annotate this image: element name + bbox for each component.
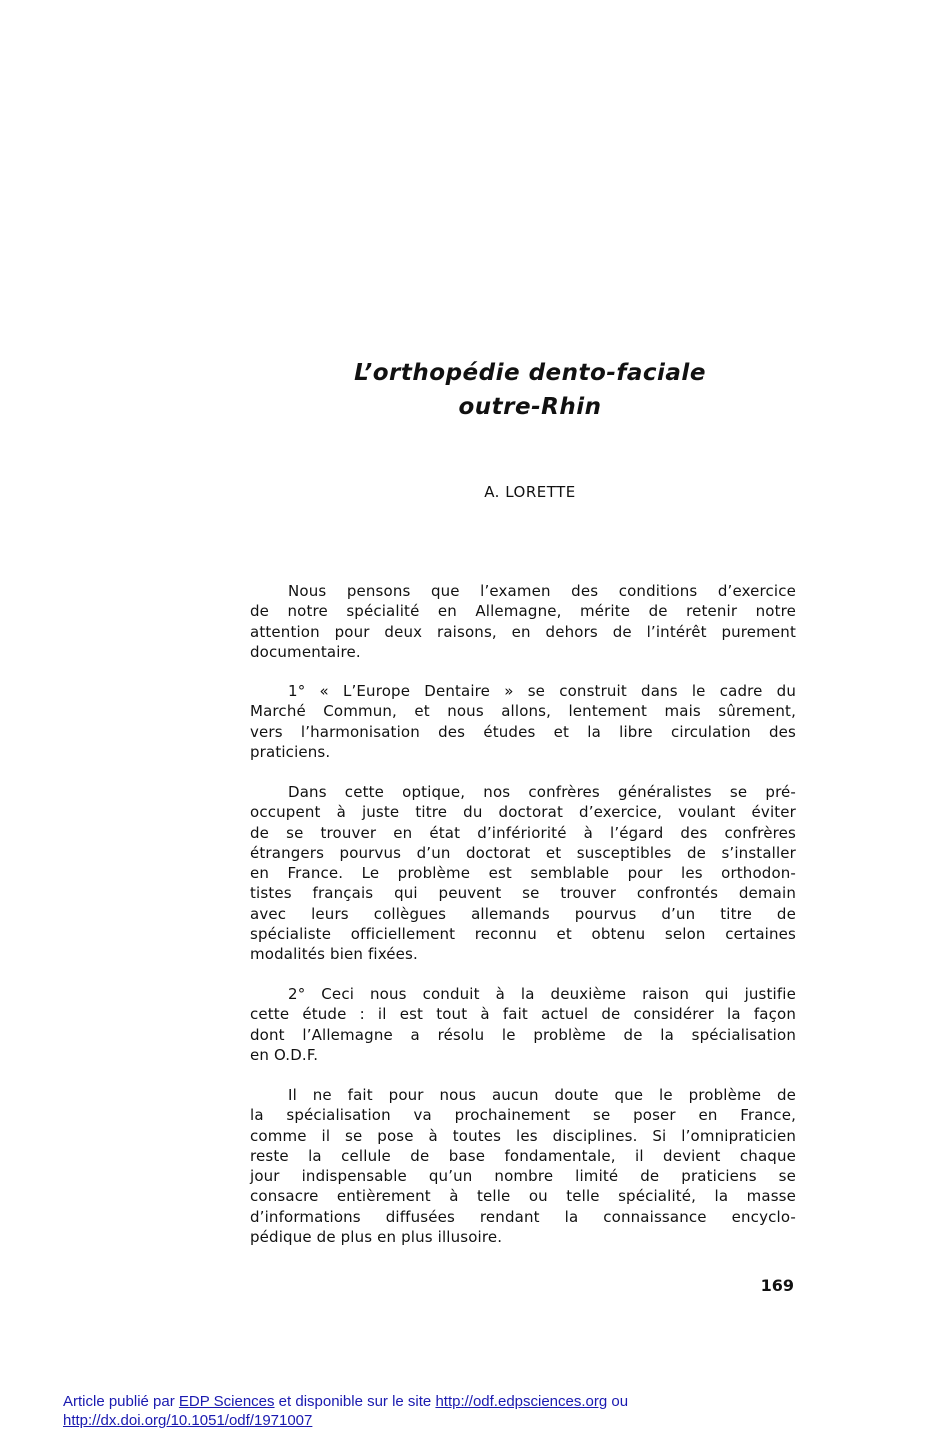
site-link[interactable]: http://odf.edpsciences.org bbox=[435, 1393, 608, 1410]
paragraph-line: avec leurs collègues allemands pourvus d’un titre de bbox=[250, 904, 796, 923]
paragraph-line: spécialiste officiellement reconnu et obtenu selon certaines bbox=[250, 925, 796, 944]
paragraph-line: documentaire. bbox=[250, 642, 361, 661]
page-number: 169 bbox=[760, 1276, 794, 1295]
paragraph-line: Marché Commun, et nous allons, lentement mais sûrement, bbox=[250, 702, 796, 721]
footer-text: Article publié par bbox=[63, 1393, 179, 1410]
paragraph-line: consacre entièrement à telle ou telle spécialité, la masse bbox=[250, 1187, 796, 1206]
paragraph-line: 1° « L’Europe Dentaire » se construit dans le cadre du bbox=[288, 682, 796, 700]
paragraph-line: pédique de plus en plus illusoire. bbox=[250, 1228, 503, 1247]
paragraph-line: attention pour deux raisons, en dehors de l’intérêt purement bbox=[250, 622, 796, 641]
paragraph-line: de notre spécialité en Allemagne, mérite de retenir notre bbox=[250, 602, 796, 621]
paragraph-line: la spécialisation va prochainement se poser en France, bbox=[250, 1106, 796, 1125]
paragraph-line: en O.D.F. bbox=[250, 1045, 319, 1064]
paragraph-line: dont l’Allemagne a résolu le problème de la spécialisation bbox=[250, 1025, 796, 1044]
paragraph-line: praticiens. bbox=[250, 742, 331, 761]
paragraph-line: d’informations diffusées rendant la connaissance encyclo- bbox=[250, 1207, 796, 1226]
paragraph-optique bbox=[250, 782, 796, 965]
paragraph-line: vers l’harmonisation des études et la libre circulation des bbox=[250, 722, 796, 741]
paragraph-line: occupent à juste titre du doctorat d’exercice, voulant éviter bbox=[250, 803, 796, 822]
doi-link[interactable]: http://dx.doi.org/10.1051/odf/1971007 bbox=[63, 1412, 313, 1429]
article-author: A. LORETTE bbox=[484, 483, 576, 501]
paragraph-line: Dans cette optique, nos confrères généralistes se pré- bbox=[288, 783, 796, 801]
paragraph-line: 2° Ceci nous conduit à la deuxième raison qui justifie bbox=[288, 985, 796, 1003]
paragraph-line: Il ne fait pour nous aucun doute que le problème de bbox=[288, 1086, 796, 1104]
paragraph-line: comme il se pose à toutes les disciplines. Si l’omnipraticien bbox=[250, 1126, 796, 1145]
article-title-line-2: outre-Rhin bbox=[458, 394, 602, 420]
footer-text: et disponible sur le site bbox=[274, 1393, 436, 1410]
footer-text: ou bbox=[607, 1393, 629, 1410]
paragraph-line: de se trouver en état d’infériorité à l’égard des confrères bbox=[250, 823, 796, 842]
paragraph-intro bbox=[250, 581, 796, 662]
paragraph-deuxieme-raison bbox=[250, 984, 796, 1065]
paragraph-line: en France. Le problème est semblable pour les orthodon- bbox=[250, 864, 796, 883]
paragraph-line: reste la cellule de base fondamentale, il devient chaque bbox=[250, 1146, 796, 1165]
paragraph-specialisation bbox=[250, 1085, 796, 1247]
publisher-link[interactable]: EDP Sciences bbox=[178, 1393, 275, 1410]
paragraph-line: étrangers pourvus d’un doctorat et susceptibles de s’installer bbox=[250, 843, 796, 862]
publication-footer bbox=[63, 1392, 883, 1430]
paragraph-line: jour indispensable qu’un nombre limité de praticiens se bbox=[250, 1167, 796, 1186]
paragraph-line: tistes français qui peuvent se trouver confrontés demain bbox=[250, 884, 796, 903]
paragraph-europe-dentaire bbox=[250, 681, 796, 762]
paragraph-line: cette étude : il est tout à fait actuel de considérer la façon bbox=[250, 1005, 796, 1024]
paragraph-line: Nous pensons que l’examen des conditions d’exercice bbox=[288, 582, 796, 600]
paragraph-line: modalités bien fixées. bbox=[250, 945, 418, 964]
article-title-line-1: L’orthopédie dento-faciale bbox=[354, 360, 706, 386]
